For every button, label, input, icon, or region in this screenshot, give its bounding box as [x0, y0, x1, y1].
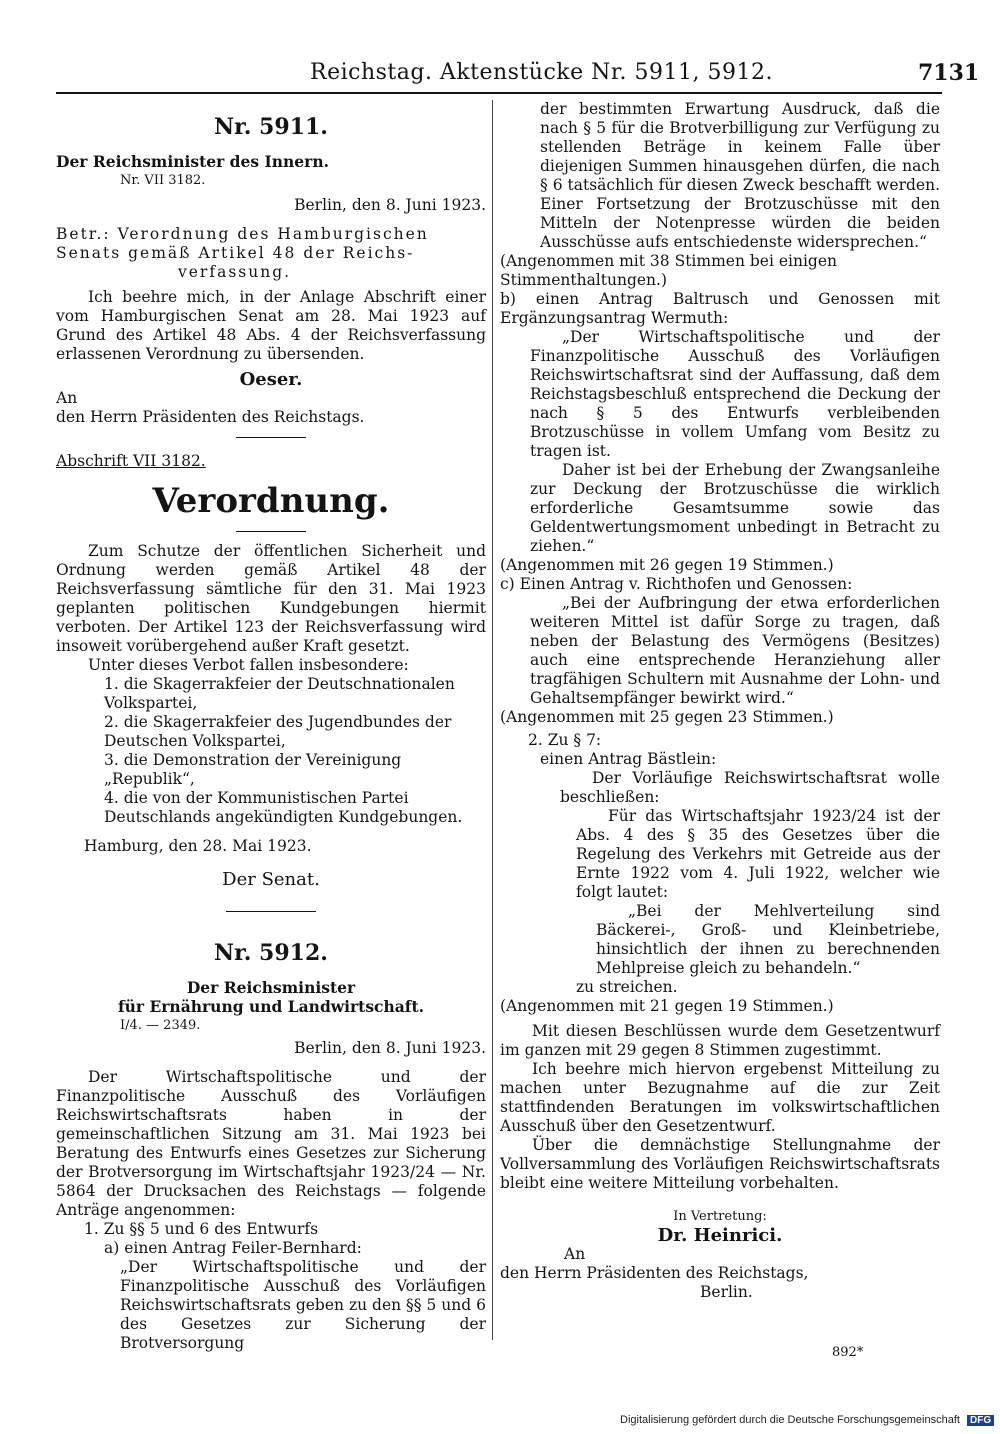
doc1-number: Nr. 5911.: [214, 114, 328, 140]
doc1-subject-line3: verfassung.: [178, 263, 292, 281]
doc1-body: Ich beehre mich, in der Anlage Abschrift einer vom Hamburgischen Senat am 28. Mai 1923 auf Grund des Artikel 48 Abs. 4 der Reichsverfassung erlassenen Verordnung zu übersenden.: [56, 288, 486, 363]
page-header: [0, 60, 1000, 90]
header-rule: [56, 92, 942, 94]
section-separator: [236, 437, 306, 438]
copy-para2: Unter dieses Verbot fallen insbesondere:: [88, 656, 409, 674]
copy-heading: Verordnung.: [152, 481, 390, 521]
copy-item-1: 1. die Skagerrakfeier der Deutschnationalen Volkspartei,: [104, 675, 455, 712]
point-1c: c) Einen Antrag v. Richthofen und Genossen:: [500, 575, 853, 593]
info-para: Ich beehre mich hiervon ergebenst Mitteilung zu machen unter Bezugnahme auf die zur Zeit stattfindenden Beratungen im volkswirtschaftlichen Ausschuß über den Gesetzentwurf.: [500, 1060, 940, 1135]
doc1-sender: Der Reichsminister des Innern.: [56, 152, 329, 171]
digitization-footer: [620, 1414, 994, 1426]
column-divider: [492, 100, 493, 1340]
quote-2-part3: „Bei der Mehlverteilung sind Bäckerei-, Groß- und Kleinbetriebe, hinsichtlich der ihnen zu berechnenden Mehlpreise gleich zu behandeln.“: [596, 902, 940, 977]
doc2-point1: 1. Zu §§ 5 und 6 des Entwurfs: [84, 1220, 319, 1238]
summary-para: Mit diesen Beschlüssen wurde dem Gesetzentwurf im ganzen mit 29 gegen 8 Stimmen zugestimmt.: [500, 1022, 940, 1059]
doc1-subject-line1: Betr.: Verordnung des Hamburgischen: [56, 225, 429, 243]
doc2-sender-line2: für Ernährung und Landwirtschaft.: [117, 997, 425, 1016]
point-2: 2. Zu § 7:: [528, 731, 602, 749]
signature: Dr. Heinrici.: [657, 1225, 783, 1246]
section-separator-2: [226, 911, 316, 912]
page-number: 7131: [918, 60, 980, 86]
result-1a: (Angenommen mit 38 Stimmen bei einigen Stimmenthaltungen.): [500, 252, 837, 289]
point-2a: einen Antrag Bästlein:: [540, 750, 717, 768]
doc1-date: Berlin, den 8. Juni 1923.: [294, 196, 486, 214]
copy-label: Abschrift VII 3182.: [56, 452, 206, 470]
address-an: An: [564, 1245, 586, 1263]
quote-2-part2: Für das Wirtschaftsjahr 1923/24 ist der Abs. 4 des § 35 des Gesetzes über die Regelung des Verkehrs mit Getreide aus der Ernte 1922 vom 4. Juli 1922, welcher wie folgt lautet:: [576, 807, 940, 901]
doc1-address: den Herrn Präsidenten des Reichstags.: [56, 408, 365, 426]
running-title: Reichstag. Aktenstücke Nr. 5911, 5912.: [310, 60, 773, 85]
quote1a-continued: der bestimmten Erwartung Ausdruck, daß die nach § 5 für die Brotverbilligung zur Verfügung zu stellenden Beträge in keinem Falle über diejenigen Summen hinausgehen dürfen, die nach § 6 tatsächlich für diesen Zweck beschafft werden. Einer Fortsetzung der Brotzuschüsse mit den Mitteln der Notenpresse würden die beiden Ausschüsse aufs entschiedenste widersprechen.“: [540, 100, 940, 251]
address-recipient: den Herrn Präsidenten des Reichstags,: [500, 1264, 809, 1282]
print-mark: 892*: [832, 1345, 864, 1360]
result-2: (Angenommen mit 21 gegen 19 Stimmen.): [500, 997, 834, 1015]
doc1-signature: Oeser.: [239, 369, 303, 390]
representation-label: In Vertretung:: [673, 1209, 767, 1224]
doc2-number: Nr. 5912.: [214, 940, 328, 966]
point-1b: b) einen Antrag Baltrusch und Genossen mit Ergänzungsantrag Wermuth:: [500, 290, 940, 327]
quote-1c: „Bei der Aufbringung der etwa erforderlichen weiteren Mittel ist dafür Sorge zu tragen, daß neben der Belastung des Vermögens (Besitzes) auch eine entsprechende Heranziehung aller tragfähigen Schultern mit Ausnahme der Lohn- und Gehaltsempfänger bewirkt wird.“: [530, 594, 940, 707]
left-column: [56, 100, 486, 1353]
copy-item-4: 4. die von der Kommunistischen Partei Deutschlands angekündigten Kundgebungen.: [104, 789, 463, 826]
copy-para1: Zum Schutze der öffentlichen Sicherheit und Ordnung werden gemäß Artikel 48 der Reichsverfassung sämtliche für den 31. Mai 1923 geplanten politischen Kundgebungen hiermit verboten. Der Artikel 123 der Reichsverfassung wird insoweit vorübergehend außer Kraft gesetzt.: [56, 542, 486, 655]
address-city: Berlin.: [700, 1283, 753, 1301]
doc2-sender-line1: Der Reichsminister: [186, 978, 356, 997]
heading-rule: [236, 531, 306, 532]
quote-1b-part1: „Der Wirtschaftspolitische und der Finanzpolitische Ausschuß des Vorläufigen Reichswirtschaftsrat sind der Auffassung, daß dem Reichstagsbeschluß entsprechend die Deckung der nach § 5 des Entwurfs verbleibenden Brotzuschüsse in vollem Umfang vom Besitz zu tragen ist.: [530, 328, 940, 460]
quote-2-part4: zu streichen.: [576, 978, 678, 996]
copy-item-3: 3. die Demonstration der Vereinigung „Republik“,: [104, 751, 402, 788]
result-1b: (Angenommen mit 26 gegen 19 Stimmen.): [500, 556, 834, 574]
doc2-ref: I/4. — 2349.: [120, 1018, 201, 1033]
right-column: [500, 100, 940, 1302]
quote-2-part1: Der Vorläufige Reichswirtschaftsrat wolle beschließen:: [560, 769, 940, 806]
doc2-point1a: a) einen Antrag Feiler-Bernhard:: [104, 1239, 362, 1257]
doc2-body: Der Wirtschaftspolitische und der Finanzpolitische Ausschuß des Vorläufigen Reichswirtschaftsrats haben in der gemeinschaftlichen Sitzung am 31. Mai 1923 bei Beratung des Entwurfs eines Gesetzes zur Sicherung der Brotversorgung im Wirtschaftsjahr 1923/24 — Nr. 5864 der Drucksachen des Reichstags — folgende Anträge angenommen:: [56, 1068, 486, 1219]
doc1-ref: Nr. VII 3182.: [120, 173, 206, 188]
more-para: Über die demnächstige Stellungnahme der Vollversammlung des Vorläufigen Reichswirtschaftsrats bleibt eine weitere Mitteilung vorbehalten.: [500, 1136, 940, 1192]
copy-place-date: Hamburg, den 28. Mai 1923.: [84, 837, 312, 855]
doc2-date: Berlin, den 8. Juni 1923.: [294, 1039, 486, 1057]
copy-signature: Der Senat.: [222, 869, 320, 890]
dfg-logo: DFG: [967, 1415, 994, 1426]
doc1-address-an: An: [56, 389, 78, 407]
quote-1b-part2: Daher ist bei der Erhebung der Zwangsanleihe zur Deckung der Brotzuschüsse die wirklich erforderliche Gesamtsumme sowie das Geldentwertungsmoment unbedingt in Betracht zu ziehen.“: [530, 461, 940, 555]
footer-text: Digitalisierung gefördert durch die Deutsche Forschungsgemeinschaft: [620, 1414, 960, 1426]
result-1c: (Angenommen mit 25 gegen 23 Stimmen.): [500, 708, 834, 726]
copy-item-2: 2. die Skagerrakfeier des Jugendbundes der Deutschen Volkspartei,: [104, 713, 452, 750]
doc1-subject-line2: Senats gemäß Artikel 48 der Reichs-: [56, 244, 415, 262]
doc2-quote1a: „Der Wirtschaftspolitische und der Finanzpolitische Ausschuß des Vorläufigen Reichswirtschaftsrats geben zu den §§ 5 und 6 des Gesetzes zur Sicherung der Brotversorgung: [120, 1258, 486, 1352]
